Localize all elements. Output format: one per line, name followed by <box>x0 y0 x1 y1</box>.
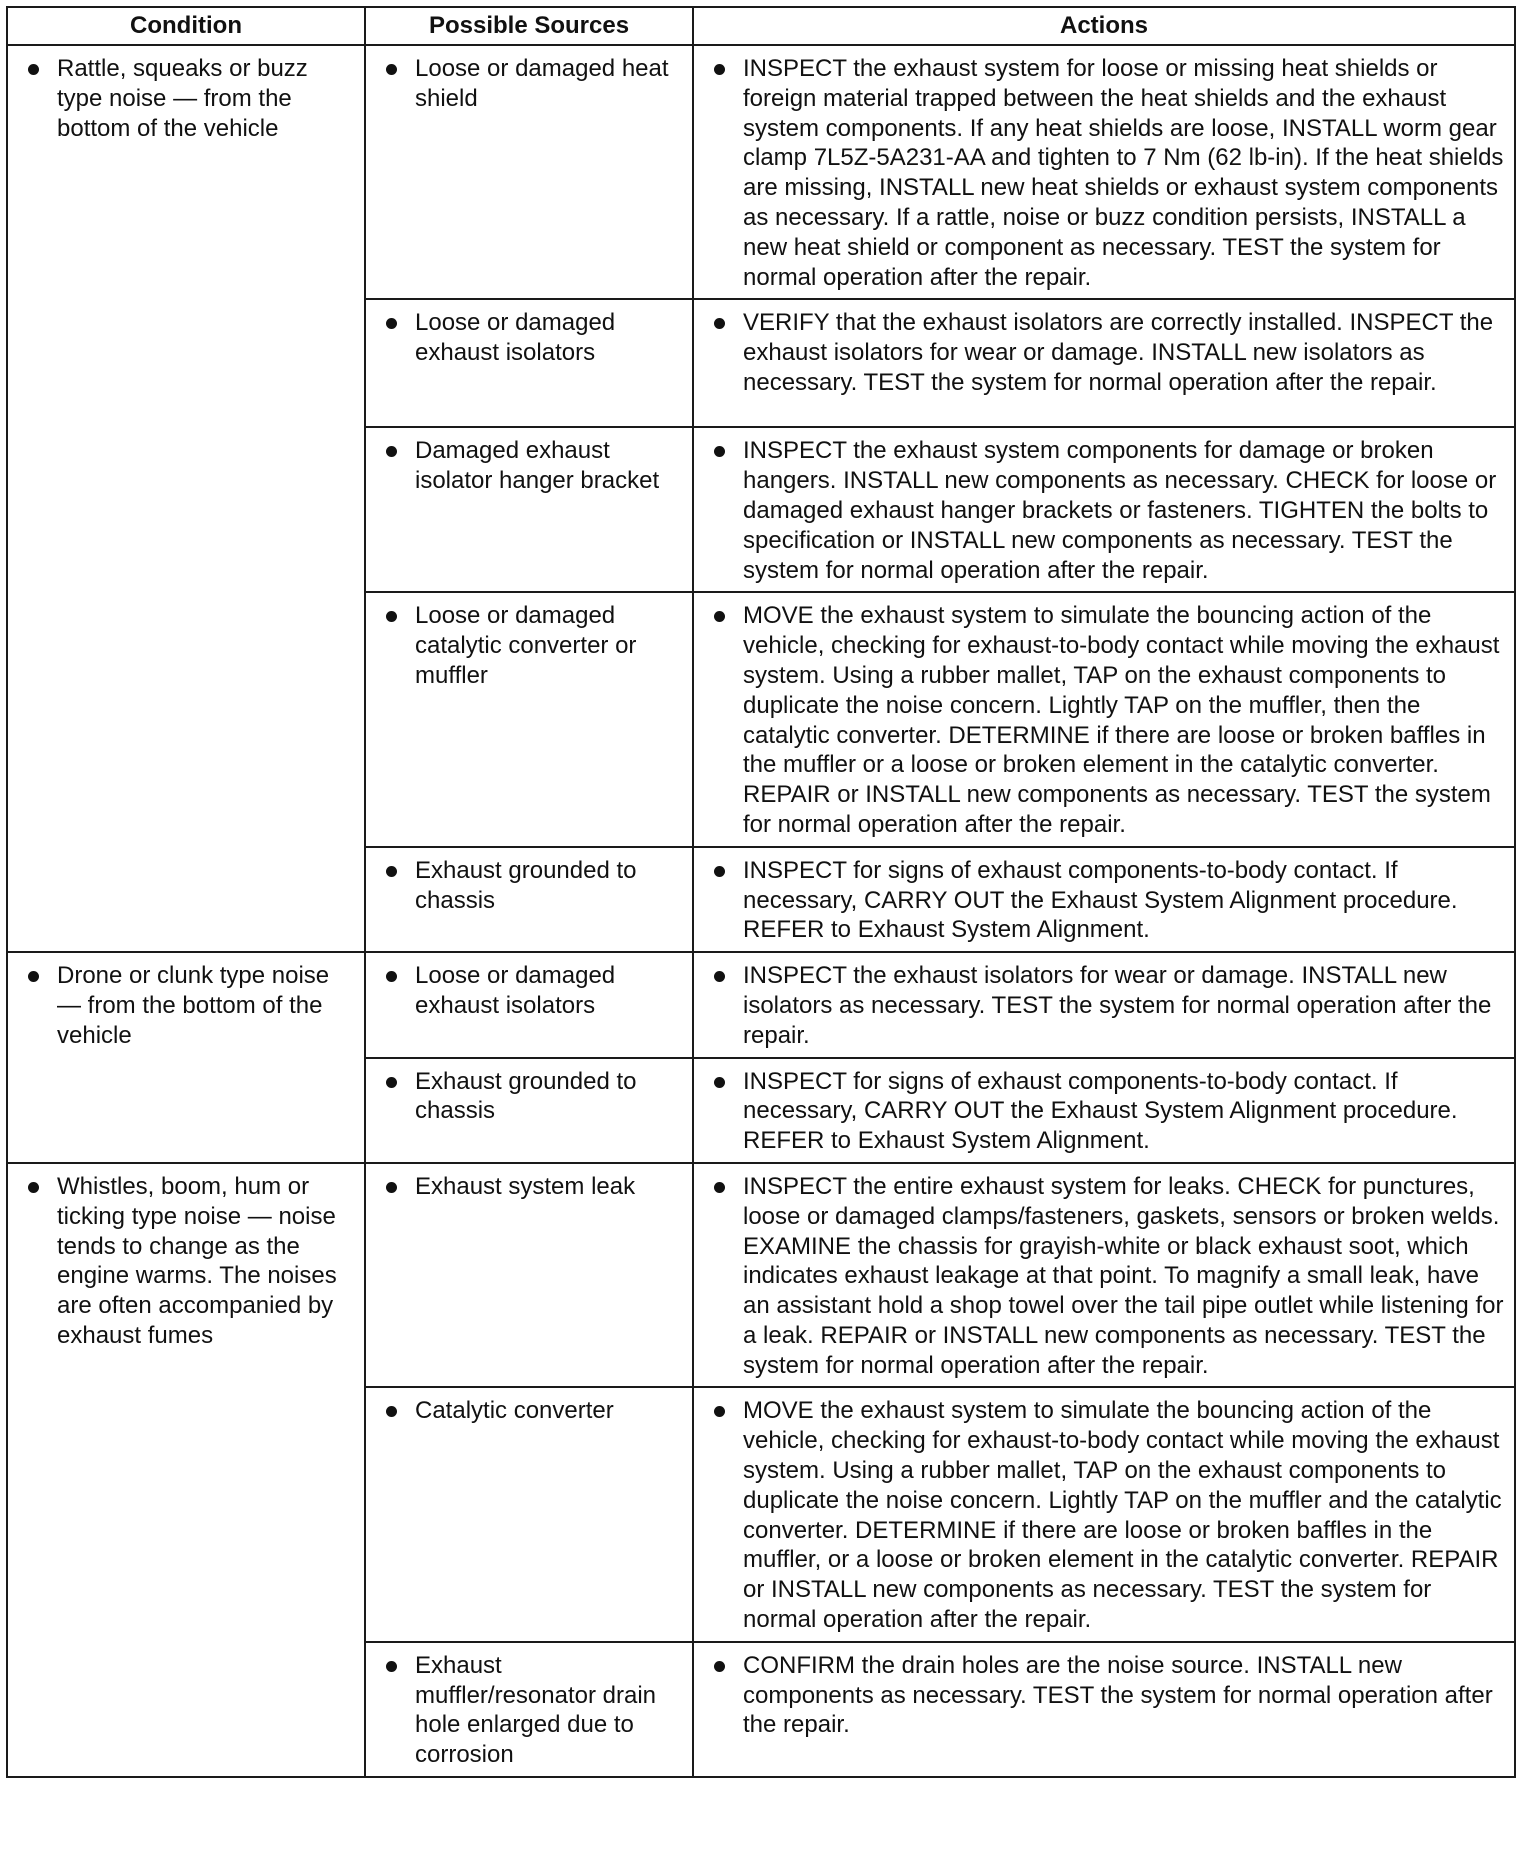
source-text: Exhaust system leak <box>415 1172 636 1200</box>
source-text: Exhaust grounded to chassis <box>415 856 637 914</box>
action-text: CONFIRM the drain holes are the noise source. INSTALL new components as necessary. TEST the system for normal operation after the repair. <box>743 1651 1493 1739</box>
action-text: MOVE the exhaust system to simulate the bouncing action of the vehicle, checking for exhaust-to-body contact while moving the exhaust system. Using a rubber mallet, TAP on the exhaust components to duplicate the noise concern. Lightly TAP on the muffler, then the catalytic converter. DETERMINE if there are loose or broken baffles in the muffler or a loose or broken element in the catalytic converter. REPAIR or INSTALL new components as necessary. TEST the system for normal operation after the repair. <box>743 602 1500 838</box>
bullet-icon <box>714 446 725 457</box>
bullet-icon <box>714 971 725 982</box>
source-cell <box>365 847 693 952</box>
bullet-icon <box>714 611 725 622</box>
bullet-icon <box>386 971 397 982</box>
action-cell <box>693 847 1515 952</box>
action-text: INSPECT the exhaust isolators for wear or damage. INSTALL new isolators as necessary. TEST the system for normal operation after the repair. <box>743 962 1492 1049</box>
action-cell <box>693 1642 1515 1777</box>
bullet-icon <box>714 1077 725 1088</box>
bullet-icon <box>386 866 397 877</box>
table-row <box>7 1163 1515 1388</box>
source-cell <box>365 299 693 427</box>
source-cell <box>365 952 693 1057</box>
source-cell <box>365 1387 693 1641</box>
table-row <box>7 45 1515 299</box>
condition-cell <box>7 45 365 952</box>
action-cell <box>693 1058 1515 1163</box>
header-row <box>7 7 1515 45</box>
source-cell <box>365 427 693 592</box>
condition-text: Drone or clunk type noise — from the bottom of the vehicle <box>57 962 330 1049</box>
bullet-icon <box>714 1182 725 1193</box>
bullet-icon <box>386 1661 397 1672</box>
source-cell <box>365 45 693 299</box>
bullet-icon <box>386 318 397 329</box>
condition-cell <box>7 952 365 1163</box>
action-text: INSPECT the entire exhaust system for leaks. CHECK for punctures, loose or damaged clamps/fasteners, gaskets, sensors or broken welds. EXAMINE the chassis for grayish-white or black exhaust soot, which indicates exhaust leakage at that point. To magnify a small leak, have an assistant hold a shop towel over the tail pipe outlet while listening for a leak. REPAIR or INSTALL new components as necessary. TEST the system for normal operation after the repair. <box>743 1172 1504 1379</box>
source-text: Loose or damaged heat shield <box>415 55 669 112</box>
header-possible-sources: Possible Sources <box>365 7 693 45</box>
table-row <box>7 952 1515 1057</box>
source-cell <box>365 1163 693 1388</box>
action-cell <box>693 1163 1515 1388</box>
bullet-icon <box>28 1182 39 1193</box>
action-text: INSPECT for signs of exhaust components-to-body contact. If necessary, CARRY OUT the Exhaust System Alignment procedure. REFER to Exhaust System Alignment. <box>743 856 1458 944</box>
header-actions: Actions <box>693 7 1515 45</box>
action-text: INSPECT the exhaust system components for damage or broken hangers. INSTALL new components as necessary. CHECK for loose or damaged exhaust hanger brackets or fasteners. TIGHTEN the bolts to specification or INSTALL new components as necessary. TEST the system for normal operation after the repair. <box>743 437 1497 584</box>
bullet-icon <box>28 64 39 75</box>
bullet-icon <box>714 1406 725 1417</box>
bullet-icon <box>386 1406 397 1417</box>
source-cell <box>365 1058 693 1163</box>
action-text: INSPECT for signs of exhaust components-to-body contact. If necessary, CARRY OUT the Exhaust System Alignment procedure. REFER to Exhaust System Alignment. <box>743 1067 1458 1155</box>
bullet-icon <box>386 1182 397 1193</box>
bullet-icon <box>28 971 39 982</box>
source-text: Exhaust muffler/resonator drain hole enlarged due to corrosion <box>415 1651 657 1769</box>
bullet-icon <box>386 446 397 457</box>
condition-text: Rattle, squeaks or buzz type noise — from the bottom of the vehicle <box>57 55 308 142</box>
source-text: Damaged exhaust isolator hanger bracket <box>415 437 660 495</box>
bullet-icon <box>714 64 725 75</box>
action-text: VERIFY that the exhaust isolators are correctly installed. INSPECT the exhaust isolators for wear or damage. INSTALL new isolators as necessary. TEST the system for normal operation after the repair. <box>743 309 1494 396</box>
bullet-icon <box>714 866 725 877</box>
source-text: Exhaust grounded to chassis <box>415 1067 637 1125</box>
bullet-icon <box>714 318 725 329</box>
diagnosis-table <box>6 6 1516 1778</box>
condition-text: Whistles, boom, hum or ticking type noise — noise tends to change as the engine warms. The noises are often accompanied by exhaust fumes <box>57 1172 337 1349</box>
source-cell <box>365 592 693 846</box>
action-cell <box>693 592 1515 846</box>
action-cell <box>693 952 1515 1057</box>
bullet-icon <box>386 64 397 75</box>
source-text: Loose or damaged exhaust isolators <box>415 962 616 1019</box>
source-text: Loose or damaged exhaust isolators <box>415 309 616 367</box>
bullet-icon <box>386 1077 397 1088</box>
action-cell <box>693 45 1515 299</box>
source-cell <box>365 1642 693 1777</box>
bullet-icon <box>714 1661 725 1672</box>
action-cell <box>693 1387 1515 1641</box>
action-text: INSPECT the exhaust system for loose or missing heat shields or foreign material trapped between the heat shields and the exhaust system components. If any heat shields are loose, INSTALL worm gear clamp 7L5Z-5A231-AA and tighten to 7 Nm (62 lb-in). If the heat shields are missing, INSTALL new heat shields or exhaust system components as necessary. If a rattle, noise or buzz condition persists, INSTALL a new heat shield or component as necessary. TEST the system for normal operation after the repair. <box>743 55 1504 291</box>
condition-cell <box>7 1163 365 1777</box>
source-text: Loose or damaged catalytic converter or muffler <box>415 602 637 689</box>
header-condition: Condition <box>7 7 365 45</box>
source-text: Catalytic converter <box>415 1397 614 1425</box>
action-cell <box>693 427 1515 592</box>
action-text: MOVE the exhaust system to simulate the bouncing action of the vehicle, checking for exhaust-to-body contact while moving the exhaust system. Using a rubber mallet, TAP on the exhaust components to duplicate the noise concern. Lightly TAP on the muffler and the catalytic converter. DETERMINE if there are loose or broken baffles in the muffler, or a loose or broken element in the catalytic converter. REPAIR or INSTALL new components as necessary. TEST the system for normal operation after the repair. <box>743 1397 1502 1634</box>
action-cell <box>693 299 1515 427</box>
bullet-icon <box>386 611 397 622</box>
